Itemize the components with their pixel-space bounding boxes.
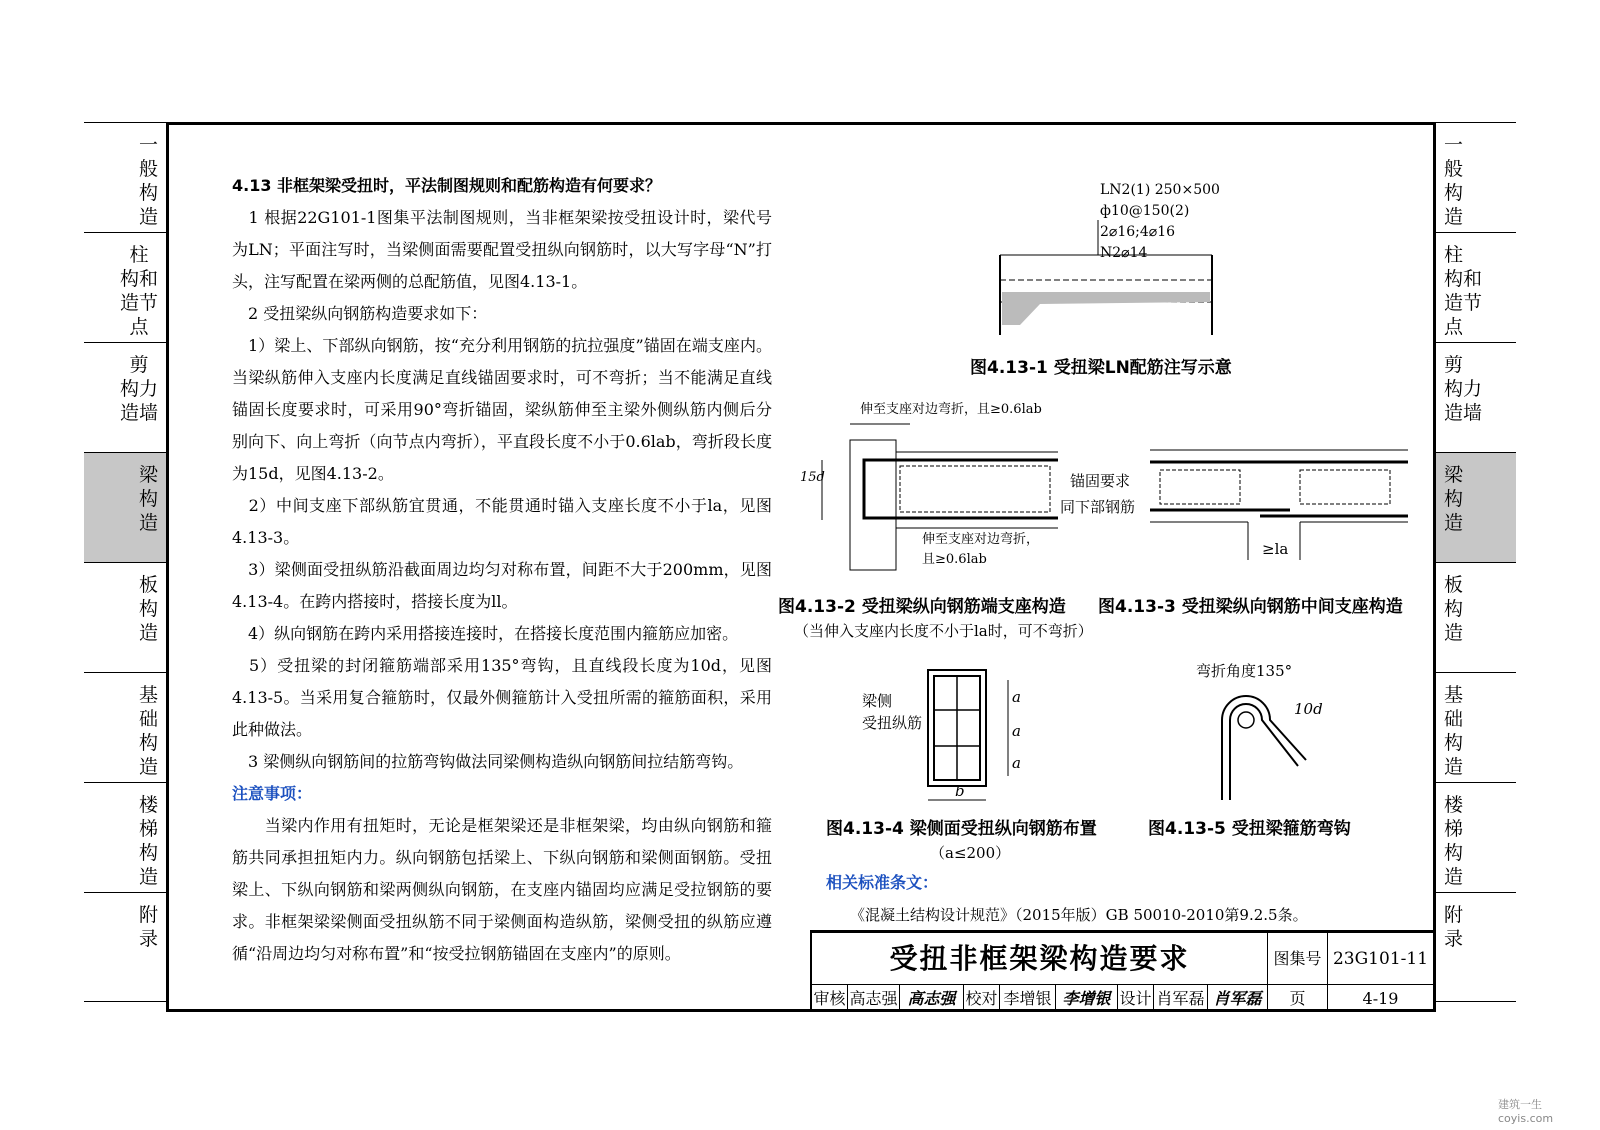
fig-4-13-4-dim-a: a <box>1012 754 1021 772</box>
fig-4-13-3-caption: 图4.13-3 受扭梁纵向钢筋中间支座构造 <box>1098 597 1403 617</box>
paragraph-4: 2）中间支座下部纵筋宜贯通，不能贯通时锚入支座长度不小于la，见图4.13-3。 <box>232 496 772 547</box>
designer-signature: 肖军磊 <box>1208 985 1268 1012</box>
fig-4-13-5-angle: 弯折角度135° <box>1196 662 1293 680</box>
paragraph-1: 1 根据22G101-1图集平法制图规则，当非框架梁按受扭设计时，梁代号为LN；平面注写时，当梁侧面需要配置受扭纵向钢筋时，以大写字母“N”打头，注写配置在梁两侧的总配筋值，见图4.13-1。 <box>232 208 772 291</box>
tab-label: 剪 构力 造墙 <box>119 354 158 424</box>
fig-4-13-1-caption: 图4.13-1 受扭梁LN配筋注写示意 <box>970 358 1232 378</box>
fig-4-13-4-dim-a: a <box>1012 688 1021 706</box>
tab-label: 柱 构和 造节 点 <box>119 244 158 338</box>
paragraph-2: 2 受扭梁纵向钢筋构造要求如下： <box>232 304 488 323</box>
reviewer-name: 高志强 <box>848 985 900 1012</box>
tab-column[interactable] <box>84 232 166 342</box>
fig-4-13-3-label-2: 同下部钢筋 <box>1060 498 1136 516</box>
watermark: 建筑一生 coyis.com <box>1498 1098 1554 1125</box>
atlas-label: 图集号 <box>1268 933 1328 985</box>
fig-4-13-2-top-note: 伸至支座对边弯折，且≥0.6lab <box>860 402 1042 417</box>
tab-foundation-right[interactable] <box>1436 672 1516 782</box>
left-tab-strip <box>84 122 166 1002</box>
tab-general[interactable] <box>84 122 166 232</box>
reviewer-signature: 高志强 <box>900 985 964 1012</box>
fig-4-13-4-caption: 图4.13-4 梁侧面受扭纵向钢筋布置 <box>826 819 1097 839</box>
drawing-title: 受扭非框架梁构造要求 <box>812 933 1268 985</box>
design-label: 设计 <box>1118 985 1154 1012</box>
fig-4-13-4-dim-a: a <box>1012 722 1021 740</box>
right-tab-strip <box>1436 122 1516 1002</box>
annotation-line: N2⌀14 <box>1100 245 1148 261</box>
tab-stair-right[interactable] <box>1436 782 1516 892</box>
fig-4-13-1-annotation <box>1100 180 1220 264</box>
fig-4-13-5-dim: 10d <box>1294 700 1323 718</box>
standard-heading: 相关标准条文： <box>826 873 939 892</box>
tab-label: 板 构 造 <box>1444 574 1464 644</box>
tab-label: 附 录 <box>1444 904 1464 950</box>
tab-label: 剪 构力 造墙 <box>1444 354 1483 424</box>
tab-label: 楼 梯 构 造 <box>138 794 158 888</box>
fig-4-13-4-label-2: 受扭纵筋 <box>862 714 923 732</box>
fig-4-13-2-subcaption: （当伸入支座内长度不小于la时，可不弯折） <box>794 622 1093 640</box>
check-label: 校对 <box>964 985 1000 1012</box>
tab-slab-right[interactable] <box>1436 562 1516 672</box>
tab-foundation[interactable] <box>84 672 166 782</box>
tab-label: 附 录 <box>138 904 158 950</box>
checker-signature: 李增银 <box>1056 985 1118 1012</box>
notes-text: 当梁内作用有扭矩时，无论是框架梁还是非框架梁，均由纵向钢筋和箍筋共同承担扭矩内力。纵向钢筋包括梁上、下纵向钢筋和梁侧面钢筋。受扭梁上、下纵向钢筋和梁两侧纵向钢筋，在支座内锚固均应满足受拉钢筋的要求。非框架梁梁侧面受扭纵筋不同于梁侧面构造纵筋，梁侧受扭的纵筋应遵循“沿周边均匀对称布置”和“按受拉钢筋锚固在支座内”的原则。 <box>232 816 772 963</box>
fig-4-13-4-subcaption: （a≤200） <box>930 844 1011 862</box>
fig-4-13-2-bottom-note-2: 且≥0.6lab <box>922 552 987 567</box>
tab-label: 一 般 构 造 <box>138 134 158 228</box>
tab-beam-right[interactable] <box>1436 452 1516 562</box>
tab-label: 基 础 构 造 <box>138 684 158 778</box>
checker-name: 李增银 <box>1000 985 1056 1012</box>
paragraph-7: 5）受扭梁的封闭箍筋端部采用135°弯钩，且直线段长度为10d，见图4.13-5。当采用复合箍筋时，仅最外侧箍筋计入受扭所需的箍筋面积，采用此种做法。 <box>232 656 772 739</box>
question-heading: 4.13 非框架梁受扭时，平法制图规则和配筋构造有何要求？ <box>232 176 662 195</box>
fig-4-13-3-label-1: 锚固要求 <box>1070 472 1131 490</box>
fig-4-13-2-caption: 图4.13-2 受扭梁纵向钢筋端支座构造 <box>778 597 1066 617</box>
tab-general-right[interactable] <box>1436 122 1516 232</box>
paragraph-3: 1）梁上、下部纵向钢筋，按“充分利用钢筋的抗拉强度”锚固在端支座内。当梁纵筋伸入支座内长度满足直线锚固要求时，可不弯折；当不能满足直线锚固长度要求时，可采用90°弯折锚固，梁纵筋伸至主梁外侧纵筋内侧后分别向下、向上弯折（向节点内弯折），平直段长度不小于0.6lab，弯折段长度为15d，见图4.13-2。 <box>232 336 772 483</box>
annotation-line: LN2(1) 250×500 <box>1100 182 1220 198</box>
tab-slab[interactable] <box>84 562 166 672</box>
tab-label: 板 构 造 <box>138 574 158 644</box>
annotation-line: 2⌀16;4⌀16 <box>1100 224 1176 240</box>
tab-label: 梁 构 造 <box>1444 464 1464 534</box>
tab-label: 一 般 构 造 <box>1444 134 1464 228</box>
tab-stair[interactable] <box>84 782 166 892</box>
standard-text: 《混凝土结构设计规范》（2015年版）GB 50010-2010第9.2.5条。 <box>850 906 1308 924</box>
tab-label: 柱 构和 造节 点 <box>1444 244 1483 338</box>
tab-appendix[interactable] <box>84 892 166 1002</box>
paragraph-6: 4）纵向钢筋在跨内采用搭接连接时，在搭接长度范围内箍筋应加密。 <box>232 624 739 643</box>
tab-appendix-right[interactable] <box>1436 892 1516 1002</box>
review-label: 审核 <box>812 985 848 1012</box>
atlas-number: 23G101-11 <box>1328 933 1434 985</box>
tab-label: 楼 梯 构 造 <box>1444 794 1464 888</box>
annotation-line: ф10@150(2) <box>1100 203 1190 219</box>
page-number: 4-19 <box>1328 985 1434 1012</box>
tab-shearwall-right[interactable] <box>1436 342 1516 452</box>
fig-4-13-5-caption: 图4.13-5 受扭梁箍筋弯钩 <box>1148 819 1351 839</box>
notes-heading: 注意事项： <box>232 784 313 803</box>
page-label: 页 <box>1268 985 1328 1012</box>
fig-4-13-3-drawing <box>1150 430 1410 590</box>
tab-label: 梁 构 造 <box>138 464 158 534</box>
title-block <box>810 930 1436 1012</box>
tab-beam[interactable] <box>84 452 166 562</box>
fig-4-13-3-dim: ≥la <box>1262 540 1289 558</box>
tab-shearwall[interactable] <box>84 342 166 452</box>
tab-column-right[interactable] <box>1436 232 1516 342</box>
paragraph-8: 3 梁侧纵向钢筋间的拉筋弯钩做法同梁侧构造纵向钢筋间拉结筋弯钩。 <box>232 752 744 771</box>
designer-name: 肖军磊 <box>1154 985 1208 1012</box>
fig-4-13-4-label-1: 梁侧 <box>862 692 893 710</box>
fig-4-13-4-dim-b: b <box>955 782 965 800</box>
paragraph-5: 3）梁侧面受扭纵筋沿截面周边均匀对称布置，间距不大于200mm，见图4.13-4。在跨内搭接时，搭接长度为ll。 <box>232 560 772 611</box>
fig-4-13-2-bottom-note-1: 伸至支座对边弯折， <box>922 532 1040 547</box>
tab-label: 基 础 构 造 <box>1444 684 1464 778</box>
fig-4-13-2-dim: 15d <box>800 470 825 485</box>
